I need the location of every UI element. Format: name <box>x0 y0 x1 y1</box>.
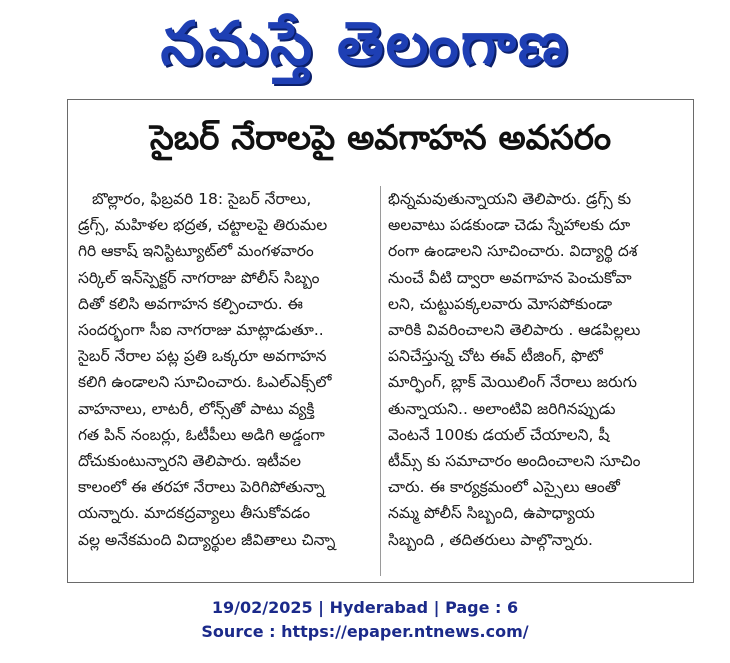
article-text-line: వెంటనే 100కు డయల్ చేయాలని, షీ <box>388 425 610 444</box>
article-text-line: దితో కలిసి అవగాహన కల్పించారు. ఈ <box>78 294 303 313</box>
article-text-line: వాహనాలు, లాటరీ, లోన్స్‌తో పాటు వ్యక్తి <box>78 399 315 418</box>
article-text-line: దోచుకుంటున్నారని తెలిపారు. ఇటీవల <box>78 452 301 471</box>
article-text-line: డ్రగ్స్, మహిళల భద్రత, చట్టాలపై తిరుమల <box>78 216 328 235</box>
column-divider <box>380 186 381 576</box>
article-text-line: చారు. ఈ కార్యక్రమంలో ఎస్సైలు ఆంతో <box>388 478 620 497</box>
article-text-line: బొల్లారం, ఫిబ్రవరి 18: సైబర్ నేరాలు, <box>92 190 312 208</box>
article-text-line: అలవాటు పడకుండా చెడు స్నేహాలకు దూ <box>388 216 631 235</box>
article-text-line: కలిగి ఉండాలని సూచించారు. ఓఎల్ఎక్స్‌లో <box>78 373 332 392</box>
article-text-line: నుంచే వీటి ద్వారా అవగాహన పెంచుకోవా <box>388 268 632 287</box>
article-text-line: భిన్నమవుతున్నాయని తెలిపారు. డ్రగ్స్ కు <box>388 190 632 208</box>
article-text-line: గిరి ఆకాష్ ఇనిస్టిట్యూట్‌లో మంగళవారం <box>78 242 314 261</box>
article-text-line: తున్నాయని.. అలాంటివి జరిగినప్పుడు <box>388 399 616 418</box>
article-text-line: వల్ల అనేకమంది విద్యార్థుల జీవితాలు చిన్నా <box>78 530 336 549</box>
article-text-line: లని, చుట్టుపక్కలవారు మోసపోకుండా <box>388 294 613 313</box>
article-text-line: నమ్మ పోలీస్ సిబ్బంది, ఉపాధ్యాయ <box>388 504 595 523</box>
footer-source-line: Source : https://epaper.ntnews.com/ <box>201 622 529 641</box>
newspaper-masthead: నమస్తే తెలంగాణ <box>160 9 570 79</box>
article-text-line: గత పిన్ నంబర్లు, ఓటీపీలు అడిగి అడ్డంగా <box>78 425 325 444</box>
article-text-line: సర్కిల్ ఇన్‌స్పెక్టర్ నాగరాజు పోలీస్ సిబ్బం <box>78 268 320 287</box>
article-text-line: టీమ్స్ కు సమాచారం అందించాలని సూచిం <box>388 452 641 471</box>
article-text-line: కాలంలో ఈ తరహా నేరాలు పెరిగిపోతున్నా <box>78 478 325 497</box>
article-text-line: సందర్భంగా సీఐ నాగరాజు మాట్లాడుతూ.. <box>78 321 324 340</box>
article-text-line: యన్నారు. మాదకద్రవ్యాలు తీసుకోవడం <box>78 504 311 523</box>
article-text-line: పనిచేస్తున్న చోట ఈవ్ టీజింగ్, ఫొటో <box>388 347 603 366</box>
article-column-right <box>388 186 684 578</box>
article-text-line: సైబర్ నేరాల పట్ల ప్రతి ఒక్కరూ అవగాహన <box>78 347 327 366</box>
article-text-line: వారికి వివరించాలని తెలిపారు . ఆడపిల్లలు <box>388 321 641 340</box>
article-headline: సైబర్ నేరాలపై అవగాహన అవసరం <box>149 118 612 158</box>
article-text-line: మార్ఫింగ్, బ్లాక్ మెయిలింగ్ నేరాలు జరుగు <box>388 373 638 392</box>
article-text-line: రంగా ఉండాలని సూచించారు. విద్యార్థి దశ <box>388 242 638 261</box>
article-column-left <box>78 186 373 578</box>
article-text-line: సిబ్బంది , తదితరులు పాల్గొన్నారు. <box>388 530 593 549</box>
footer-date-line: 19/02/2025 | Hyderabad | Page : 6 <box>211 598 519 617</box>
